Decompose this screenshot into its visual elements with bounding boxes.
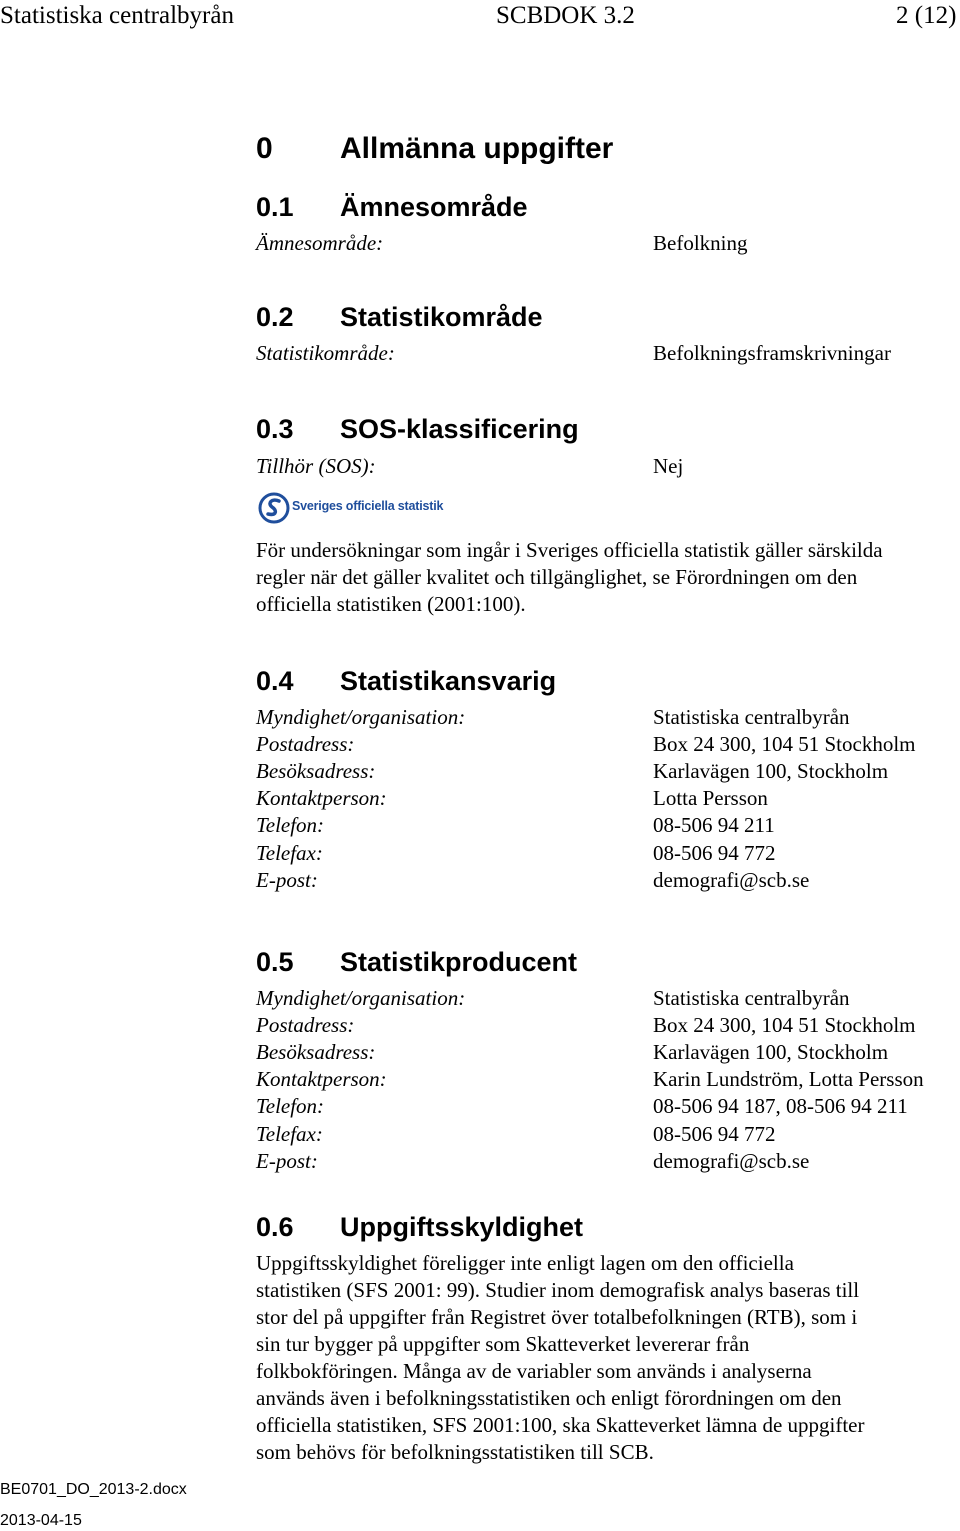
section-number: 0.1 xyxy=(256,192,294,222)
field-value: demografi@scb.se xyxy=(653,868,810,892)
field-label: Ämnesområde: xyxy=(256,231,384,255)
section-title: Statistikansvarig xyxy=(340,666,557,696)
section-title: Statistikområde xyxy=(340,302,543,332)
section-title: SOS-klassificering xyxy=(340,414,579,444)
field-label: Postadress: xyxy=(256,732,355,756)
field-label: Besöksadress: xyxy=(256,759,376,783)
footer-date: 2013-04-15 xyxy=(0,1512,82,1529)
field-value: Lotta Persson xyxy=(653,786,768,810)
section-number: 0 xyxy=(256,132,273,165)
section-0-6-heading xyxy=(0,1211,960,1243)
field-value: Befolkningsframskrivningar xyxy=(653,341,891,365)
section-title: Uppgiftsskyldighet xyxy=(340,1212,584,1242)
field-value: Karin Lundström, Lotta Persson xyxy=(653,1067,924,1091)
paragraph-line: som behövs för befolkningsstatistiken till SCB. xyxy=(256,1440,654,1464)
paragraph-line: folkbokföringen. Många av de variabler som används i analyserna xyxy=(256,1359,812,1383)
field-value: Box 24 300, 104 51 Stockholm xyxy=(653,732,916,756)
field-value: 08-506 94 211 xyxy=(653,813,775,837)
section-number: 0.4 xyxy=(256,666,294,696)
paragraph-line: officiella statistiken (2001:100). xyxy=(256,592,526,616)
paragraph-line: officiella statistiken, SFS 2001:100, ska Skatteverket lämna de uppgifter xyxy=(256,1413,865,1437)
paragraph-line: För undersökningar som ingår i Sveriges officiella statistik gäller särskilda xyxy=(256,538,883,562)
section-title: Ämnesområde xyxy=(340,192,528,222)
field-label: Tillhör (SOS): xyxy=(256,454,376,478)
field-label: Myndighet/organisation: xyxy=(256,986,466,1010)
field-label: E-post: xyxy=(256,1149,318,1173)
field-label: Statistikområde: xyxy=(256,341,395,365)
section-0-3-heading xyxy=(0,413,960,445)
paragraph-line: regler när det gäller kvalitet och tillgänglighet, se Förordningen om den xyxy=(256,565,858,589)
paragraph-line: används även i befolkningsstatistiken och enligt förordningen om den xyxy=(256,1386,842,1410)
section-number: 0.2 xyxy=(256,302,294,332)
section-0-4-heading xyxy=(0,665,960,697)
paragraph-line: stor del på uppgifter från Registret över totalbefolkningen (RTB), som i xyxy=(256,1305,858,1329)
header-org: Statistiska centralbyrån xyxy=(0,2,234,29)
paragraph-line: statistiken (SFS 2001: 99). Studier inom demografisk analys baseras till xyxy=(256,1278,860,1302)
field-value: Statistiska centralbyrån xyxy=(653,705,850,729)
section-0-1-heading xyxy=(0,191,960,223)
field-value: 08-506 94 772 xyxy=(653,841,776,865)
section-number: 0.3 xyxy=(256,414,294,444)
section-title: Allmänna uppgifter xyxy=(340,132,614,165)
field-label: Telefax: xyxy=(256,841,323,865)
section-0-2-heading xyxy=(0,301,960,333)
paragraph-line: sin tur bygger på uppgifter som Skatteverket levererar från xyxy=(256,1332,750,1356)
field-label: Postadress: xyxy=(256,1013,355,1037)
field-label: Kontaktperson: xyxy=(256,786,387,810)
field-label: Telefon: xyxy=(256,1094,325,1118)
field-value: Karlavägen 100, Stockholm xyxy=(653,1040,889,1064)
section-0-5-heading xyxy=(0,946,960,978)
field-label: Myndighet/organisation: xyxy=(256,705,466,729)
header-page-number: 2 (12) xyxy=(896,2,957,29)
field-label: Telefon: xyxy=(256,813,325,837)
paragraph-line: Uppgiftsskyldighet föreligger inte enligt lagen om den officiella xyxy=(256,1251,794,1275)
field-value: Karlavägen 100, Stockholm xyxy=(653,759,889,783)
section-number: 0.6 xyxy=(256,1212,294,1242)
field-value: Befolkning xyxy=(653,231,748,255)
section-number: 0.5 xyxy=(256,947,294,977)
footer-filename: BE0701_DO_2013-2.docx xyxy=(0,1481,187,1498)
field-value: 08-506 94 187, 08-506 94 211 xyxy=(653,1094,908,1118)
sos-logo xyxy=(258,492,448,524)
field-label: Besöksadress: xyxy=(256,1040,376,1064)
header-doc-id: SCBDOK 3.2 xyxy=(496,2,635,29)
field-value: Nej xyxy=(653,454,684,478)
field-label: E-post: xyxy=(256,868,318,892)
field-value: Statistiska centralbyrån xyxy=(653,986,850,1010)
field-value: Box 24 300, 104 51 Stockholm xyxy=(653,1013,916,1037)
section-title: Statistikproducent xyxy=(340,947,578,977)
field-label: Kontaktperson: xyxy=(256,1067,387,1091)
sos-logo-text: Sveriges officiella statistik xyxy=(292,499,444,513)
field-label: Telefax: xyxy=(256,1122,323,1146)
field-value: demografi@scb.se xyxy=(653,1149,810,1173)
section-0-heading xyxy=(0,132,960,166)
field-value: 08-506 94 772 xyxy=(653,1122,776,1146)
